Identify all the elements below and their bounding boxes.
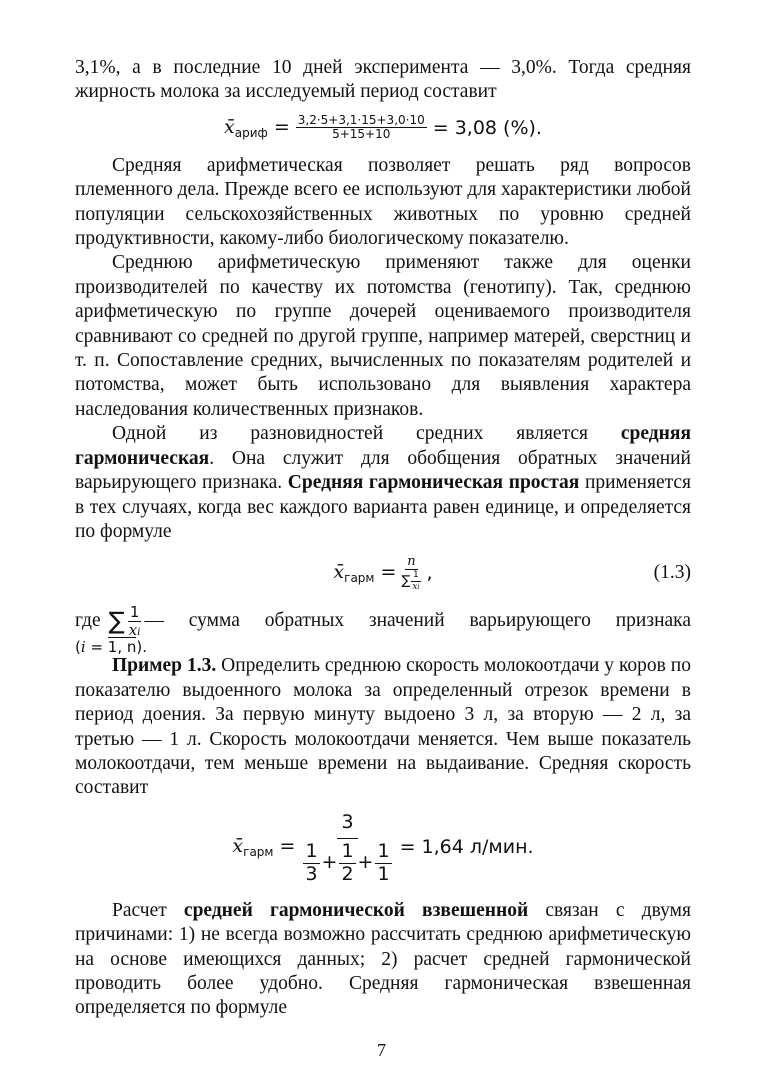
formula3-plus2: +	[357, 851, 374, 874]
example-paragraph	[75, 654, 691, 800]
formula1-denominator: 5+15+10	[332, 127, 391, 142]
where-x: x	[128, 620, 138, 639]
formula2-eq: =	[380, 561, 397, 584]
range-value: 1, n	[107, 638, 137, 657]
last-part-a: Расчет	[112, 899, 184, 921]
where-lead: где	[75, 610, 101, 632]
where-text: — сумма обратных значений варьирующего признака	[144, 610, 691, 632]
formula3-var: x̄	[232, 834, 244, 857]
formula-example	[75, 805, 691, 889]
range-close: ).	[136, 638, 147, 657]
formula2-x: x	[412, 581, 418, 592]
where-sum: ∑	[108, 607, 125, 636]
paragraph-3	[75, 422, 691, 544]
range-i: i	[80, 638, 86, 657]
formula3-f3-num: 1	[377, 839, 390, 862]
example-label: Пример 1.3.	[112, 655, 217, 677]
formula1-fraction	[296, 114, 427, 143]
range-open: (	[75, 638, 81, 657]
p3-part-e: применяется в тех случаях, когда вес каждого варианта равен единице, и определяется по формуле	[75, 472, 692, 542]
range-eq: =	[85, 638, 108, 657]
formula2-sum: ∑	[401, 573, 411, 589]
where-i: i	[137, 626, 141, 638]
formula3-f1-den: 3	[305, 862, 318, 885]
formula2-comma: ,	[426, 562, 433, 585]
formula3-result: = 1,64 л/мин.	[399, 835, 534, 858]
formula3-f2-den: 2	[341, 862, 354, 885]
formula3-numerator: 3	[337, 808, 357, 839]
p3-part-c: . Она служит для обобщения обратных значений варьирующего признака.	[75, 447, 691, 494]
formula1-sub: ариф	[234, 125, 268, 140]
formula-arithmetic-mean	[75, 106, 691, 150]
formula2-numerator: n	[407, 553, 416, 569]
where-clause	[75, 602, 691, 657]
formula3-eq: =	[279, 834, 296, 857]
paragraph-1: Средняя арифметическая позволяет решать ряд вопросов племенного дела. Прежде всего ее используют для характеристики любой популяции сельскохозяйственных животных по уровню средней продуктивности, какому-либо биологическому показателю.	[75, 154, 691, 250]
formula-harmonic-simple	[75, 546, 691, 600]
p3-part-a: Одной из разновидностей средних является	[112, 423, 621, 445]
formula3-plus1: +	[321, 851, 338, 874]
formula3-f1-num: 1	[305, 839, 318, 862]
formula3-f2-num: 1	[341, 839, 354, 862]
formula2-sub: гарм	[344, 571, 375, 586]
formula2-var: x̄	[333, 561, 345, 584]
formula-number: (1.3)	[653, 562, 691, 584]
page-body	[75, 56, 691, 1021]
formula3-fraction	[301, 808, 393, 886]
formula1-result: = 3,08 (%).	[432, 116, 542, 139]
last-paragraph	[75, 899, 691, 1021]
page-number: 7	[377, 1040, 386, 1060]
paragraph-2: Среднюю арифметическую применяют также для оценки производителей по качеству их потомства (генотипу). Так, среднюю арифметическую по группе дочерей оцениваемого производителя сравнивают со средней по другой группе, например матерей, сверстниц и т. п. Сопоставление средних, вычисленных по показателям родителей и потомства, может быть использовано для выявления характера наследования количественных признаков.	[75, 252, 691, 420]
last-part-c: связан с двумя причинами: 1) не всегда возможно рассчитать среднюю арифметическую на основе имеющихся данных; 2) расчет средней гармонической проводить более удобно. Средняя гармоническая взвешенная определяется по формуле	[75, 899, 691, 1019]
formula2-one: 1	[413, 570, 419, 581]
formula2-fraction	[399, 555, 423, 593]
formula3-sub: гарм	[243, 844, 274, 859]
where-one: 1	[129, 602, 140, 621]
term-simple-harmonic-mean: Средняя гармоническая простая	[287, 472, 580, 494]
formula1-var: x̄	[224, 115, 235, 138]
formula1-numerator: 3,2·5+3,1·15+3,0·10	[297, 112, 425, 127]
example-text: Определить среднюю скорость молокоотдачи у коров по показателю выдоенного молока за определенный отрезок времени в период доения. За первую минуту выдоено 3 л, за вторую — 2 л, за третью — 1 л. Скорость молокоотдачи меняется. Чем выше показатель молокоотдачи, тем меньше времени на выдаивание. Средняя скорость составит	[75, 655, 691, 799]
term-weighted-harmonic-mean: средней гармонической взвешенной	[183, 899, 529, 921]
formula3-f3-den: 1	[377, 862, 390, 885]
intro-text: 3,1%, а в последние 10 дней эксперимента — 3,0%. Тогда средняя жирность молока за исследуемый период составит	[75, 57, 691, 103]
formula2-i: i	[417, 582, 420, 591]
formula1-eq: =	[273, 115, 290, 138]
term-harmonic-mean: средняя гармоническая	[75, 423, 691, 469]
